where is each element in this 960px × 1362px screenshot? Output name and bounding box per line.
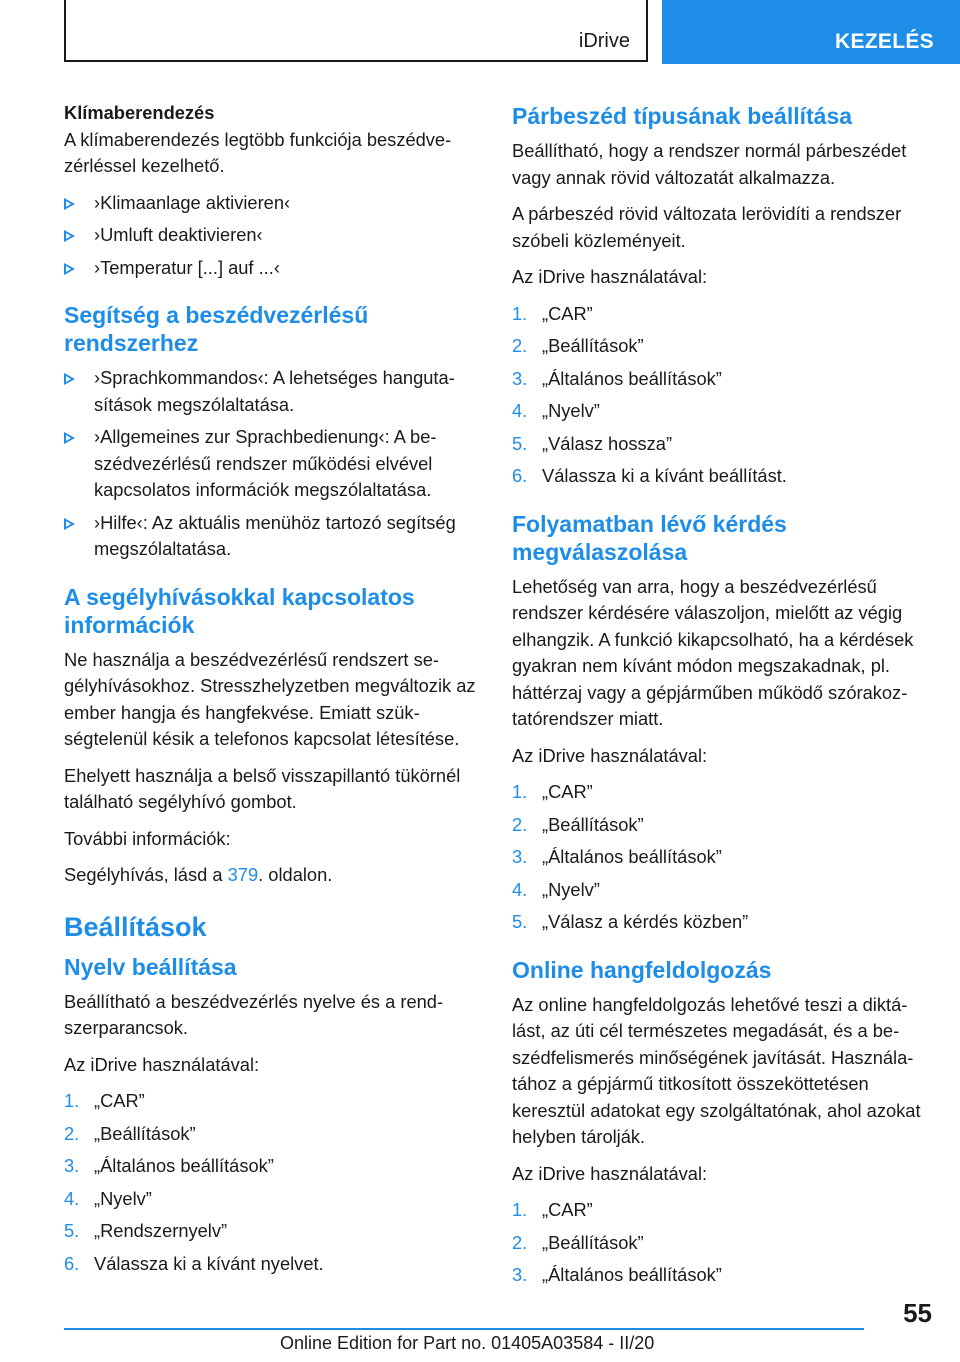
help-command-list [64, 365, 478, 563]
list-item: 6. Válassza ki a kívánt nyelvet. [64, 1252, 324, 1274]
page-reference-link[interactable]: 379 [227, 864, 259, 885]
list-item: 6. Válassza ki a kívánt beállítást. [512, 465, 787, 486]
list-item: 4. „Nyelv” [512, 878, 600, 900]
list-item: 2. „Beállítások” [64, 1122, 196, 1144]
language-heading: Nyelv beállítása [64, 953, 237, 980]
climate-text: A klímaberendezés legtöbb funkciója beszédvezérléssel kezelhető. [64, 128, 452, 176]
right-column [512, 100, 926, 1295]
answer-heading: Folyamatban lévő kérdés megválaszolása [512, 510, 787, 565]
dialog-paragraph-2: A párbeszéd rövid változata lerövidíti a rendszer szóbeli közleményeit. [512, 203, 902, 251]
language-text: Beállítható a beszédvezérlés nyelve és a rendszerparancsok. [64, 990, 444, 1038]
left-column [64, 100, 478, 1283]
dialog-paragraph-1: Beállítható, hogy a rendszer normál párbeszédet vagy annak rövid változatát alkalmazza. [512, 140, 907, 188]
list-item: ›Temperatur [...] auf ...‹ [64, 255, 478, 282]
triangle-bullet-icon [64, 198, 75, 210]
triangle-bullet-icon [64, 263, 75, 275]
list-item: 5. „Válasz hossza” [512, 432, 673, 454]
triangle-bullet-icon [64, 432, 75, 444]
answer-paragraph-1: Lehetőség van arra, hogy a beszédvezérlésű rendszer kérdésére válaszoljon, mielőtt az végig elhangzik. A funkció kikapcsolható, ha a kérdések gyakran nem kívánt módon megszakadnak, pl. háttérzaj vagy a gépjárműben működő szórakoztatórendszer miatt. [512, 575, 914, 729]
list-item: ›Sprachkommandos‹: A lehetséges hangutasítások megszólaltatása. [64, 365, 478, 418]
list-item: 3. „Általános beállítások” [512, 846, 722, 867]
page-number: 55 [903, 1298, 932, 1328]
footer-divider [64, 1328, 864, 1330]
header-chapter: iDrive [578, 30, 630, 52]
footer-edition: Online Edition for Part no. 01405A03584 - II/20 [280, 1333, 655, 1353]
dialog-via: Az iDrive használatával: [512, 266, 708, 287]
answer-via: Az iDrive használatával: [512, 744, 708, 766]
list-item: 3. „Általános beállítások” [512, 1264, 722, 1285]
dialog-heading: Párbeszéd típusának beállítása [512, 103, 853, 129]
dialog-steps [512, 301, 926, 490]
list-item: 2. „Beállítások” [512, 813, 644, 835]
list-item: 1. „CAR” [512, 1199, 593, 1220]
language-via: Az iDrive használatával: [64, 1053, 260, 1075]
online-heading: Online hangfeldolgozás [512, 956, 772, 983]
climate-title: Klímaberendezés [64, 102, 215, 123]
help-heading: Segítség a beszédvezérlésű rendszerhez [64, 302, 369, 356]
list-item: 5. „Rendszernyelv” [64, 1220, 228, 1241]
language-steps [64, 1088, 478, 1277]
settings-heading: Beállítások [64, 911, 207, 942]
list-item: 1. „CAR” [512, 781, 593, 802]
triangle-bullet-icon [64, 230, 75, 242]
list-item: ›Umluft deaktivieren‹ [64, 222, 478, 249]
online-steps [512, 1197, 926, 1289]
list-item: 4. „Nyelv” [512, 400, 600, 421]
emergency-more-info: További információk: [64, 827, 231, 849]
list-item: 3. „Általános beállítások” [64, 1155, 274, 1176]
list-item: 1. „CAR” [512, 302, 593, 324]
list-item: ›Allgemeines zur Sprachbedienung‹: A beszédvezérlésű rendszer működési elvével kapcsolatos információk megszólaltatása. [64, 424, 478, 504]
online-via: Az iDrive használatával: [512, 1162, 708, 1184]
emergency-heading: A segélyhívásokkal kapcsolatos információk [64, 583, 415, 638]
answer-steps [512, 779, 926, 936]
list-item: 5. „Válasz a kérdés közben” [512, 911, 749, 932]
triangle-bullet-icon [64, 373, 75, 385]
emergency-paragraph-2: Ehelyett használja a belső visszapillantó tükörnél található segélyhívó gombot. [64, 764, 461, 812]
header-frame [64, 0, 648, 62]
list-item: 3. „Általános beállítások” [512, 367, 722, 389]
list-item: 4. „Nyelv” [64, 1187, 152, 1209]
header-section-tab: KEZELÉS [662, 0, 960, 64]
list-item: 1. „CAR” [64, 1090, 145, 1111]
emergency-reference: Segélyhívás, lásd a 379. oldalon. [64, 864, 333, 885]
triangle-bullet-icon [64, 518, 75, 530]
list-item: 2. „Beállítások” [512, 335, 644, 356]
online-paragraph-1: Az online hangfeldolgozás lehetővé teszi a diktálást, az úti cél természetes megadását, és a beszédfelismerés minőségének javítását. Használatához a gépjármű titkosított összeköttetésen keresztül adatokat egy szolgáltatónak, ahol azokat helyben tárolják. [512, 993, 921, 1147]
emergency-paragraph-1: Ne használja a beszédvezérlésű rendszert segélyhívásokhoz. Stresszhelyzetben megváltozik az ember hangja és hangfekvése. Emiatt szükségtelenül késik a telefonos kapcsolat létesítése. [64, 648, 476, 749]
list-item: ›Klimaanlage aktivieren‹ [64, 190, 478, 217]
list-item: ›Hilfe‹: Az aktuális menühöz tartozó segítség megszólaltatása. [64, 510, 478, 563]
climate-command-list [64, 190, 478, 282]
list-item: 2. „Beállítások” [512, 1231, 644, 1253]
